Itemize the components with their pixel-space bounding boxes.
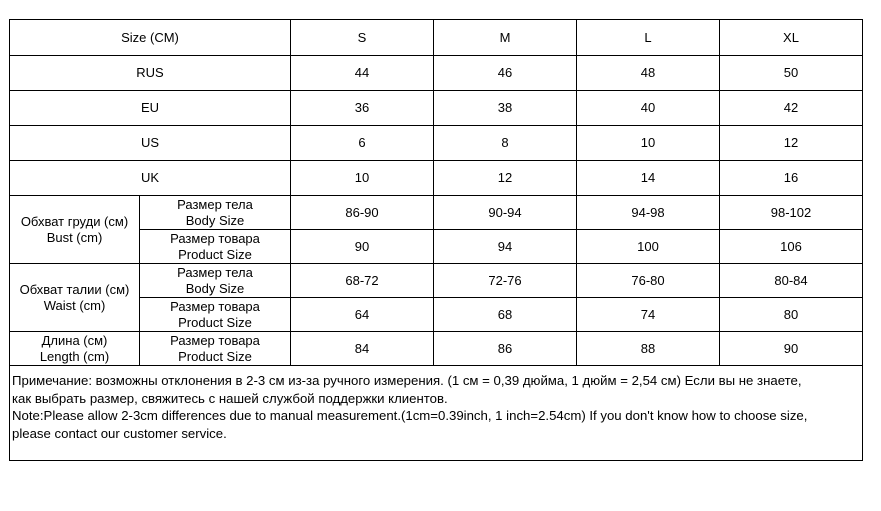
waist-label bbox=[10, 264, 140, 332]
table-row-length-product bbox=[10, 332, 863, 366]
length-label-en: Length (cm) bbox=[39, 348, 110, 364]
size-header-m: M bbox=[434, 20, 577, 56]
sub-label-body-size bbox=[140, 196, 291, 230]
size-header-s: S bbox=[291, 20, 434, 56]
table-cell: 42 bbox=[720, 91, 863, 126]
sub-label-ru: Размер товара bbox=[170, 332, 260, 348]
table-cell: 12 bbox=[434, 161, 577, 196]
table-cell: 68-72 bbox=[291, 264, 434, 298]
sub-label-product-size bbox=[140, 298, 291, 332]
table-cell: 94-98 bbox=[577, 196, 720, 230]
row-label-us: US bbox=[10, 126, 291, 161]
table-cell: 100 bbox=[577, 230, 720, 264]
table-cell: 40 bbox=[577, 91, 720, 126]
sub-label-en: Product Size bbox=[178, 348, 252, 364]
table-cell: 76-80 bbox=[577, 264, 720, 298]
sub-label-en: Product Size bbox=[178, 314, 252, 330]
note-cell bbox=[10, 366, 863, 461]
sub-label-product-size bbox=[140, 230, 291, 264]
length-label bbox=[10, 332, 140, 366]
table-cell: 98-102 bbox=[720, 196, 863, 230]
note-line-en-1: Note:Please allow 2-3cm differences due to manual measurement.(1cm=0.39inch, 1 inch=2.54cm) If you don't know how to choose size, bbox=[12, 408, 808, 423]
table-row-us bbox=[10, 126, 863, 161]
table-cell: 72-76 bbox=[434, 264, 577, 298]
table-cell: 68 bbox=[434, 298, 577, 332]
table-cell: 64 bbox=[291, 298, 434, 332]
table-cell: 36 bbox=[291, 91, 434, 126]
table-row-rus bbox=[10, 56, 863, 91]
sub-label-ru: Размер товара bbox=[170, 230, 260, 246]
table-cell: 8 bbox=[434, 126, 577, 161]
note-line-en-2: please contact our customer service. bbox=[12, 425, 227, 441]
size-chart-table bbox=[9, 19, 863, 461]
table-cell: 84 bbox=[291, 332, 434, 366]
table-cell: 74 bbox=[577, 298, 720, 332]
table-cell: 88 bbox=[577, 332, 720, 366]
table-cell: 80 bbox=[720, 298, 863, 332]
table-cell: 44 bbox=[291, 56, 434, 91]
bust-label bbox=[10, 196, 140, 264]
size-header-xl: XL bbox=[720, 20, 863, 56]
table-cell: 90-94 bbox=[434, 196, 577, 230]
table-row-uk bbox=[10, 161, 863, 196]
length-label-ru: Длина (см) bbox=[41, 332, 108, 348]
row-label-eu: EU bbox=[10, 91, 291, 126]
table-cell: 86-90 bbox=[291, 196, 434, 230]
table-row-eu bbox=[10, 91, 863, 126]
bust-label-ru: Обхват груди (см) bbox=[20, 213, 129, 229]
sub-label-en: Body Size bbox=[185, 212, 245, 228]
sub-label-ru: Размер тела bbox=[177, 196, 253, 212]
size-header-label: Size (CM) bbox=[10, 20, 291, 56]
table-cell: 106 bbox=[720, 230, 863, 264]
table-cell: 46 bbox=[434, 56, 577, 91]
table-cell: 90 bbox=[291, 230, 434, 264]
sub-label-ru: Размер тела bbox=[177, 264, 253, 280]
table-cell: 10 bbox=[577, 126, 720, 161]
sub-label-product-size bbox=[140, 332, 291, 366]
sub-label-en: Body Size bbox=[185, 280, 245, 296]
size-header-l: L bbox=[577, 20, 720, 56]
row-label-rus: RUS bbox=[10, 56, 291, 91]
table-cell: 14 bbox=[577, 161, 720, 196]
sub-label-ru: Размер товара bbox=[170, 298, 260, 314]
row-label-uk: UK bbox=[10, 161, 291, 196]
table-cell: 94 bbox=[434, 230, 577, 264]
table-cell: 10 bbox=[291, 161, 434, 196]
table-cell: 48 bbox=[577, 56, 720, 91]
bust-label-en: Bust (cm) bbox=[46, 229, 103, 245]
table-row-bust-body bbox=[10, 196, 863, 230]
table-cell: 6 bbox=[291, 126, 434, 161]
note-line-ru-2: как выбрать размер, свяжитесь с нашей службой поддержки клиентов. bbox=[12, 390, 448, 406]
table-cell: 90 bbox=[720, 332, 863, 366]
waist-label-en: Waist (cm) bbox=[43, 297, 106, 313]
table-cell: 38 bbox=[434, 91, 577, 126]
table-cell: 86 bbox=[434, 332, 577, 366]
table-cell: 16 bbox=[720, 161, 863, 196]
waist-label-ru: Обхват талии (см) bbox=[19, 281, 130, 297]
table-cell: 50 bbox=[720, 56, 863, 91]
sub-label-body-size bbox=[140, 264, 291, 298]
table-cell: 80-84 bbox=[720, 264, 863, 298]
note-line-ru-1: Примечание: возможны отклонения в 2-3 см из-за ручного измерения. (1 см = 0,39 дюйма, 1 дюйм = 2,54 см) Если вы не знаете, bbox=[12, 373, 802, 388]
note-row bbox=[10, 366, 863, 461]
header-row bbox=[10, 20, 863, 56]
table-row-waist-body bbox=[10, 264, 863, 298]
sub-label-en: Product Size bbox=[178, 246, 252, 262]
table-cell: 12 bbox=[720, 126, 863, 161]
